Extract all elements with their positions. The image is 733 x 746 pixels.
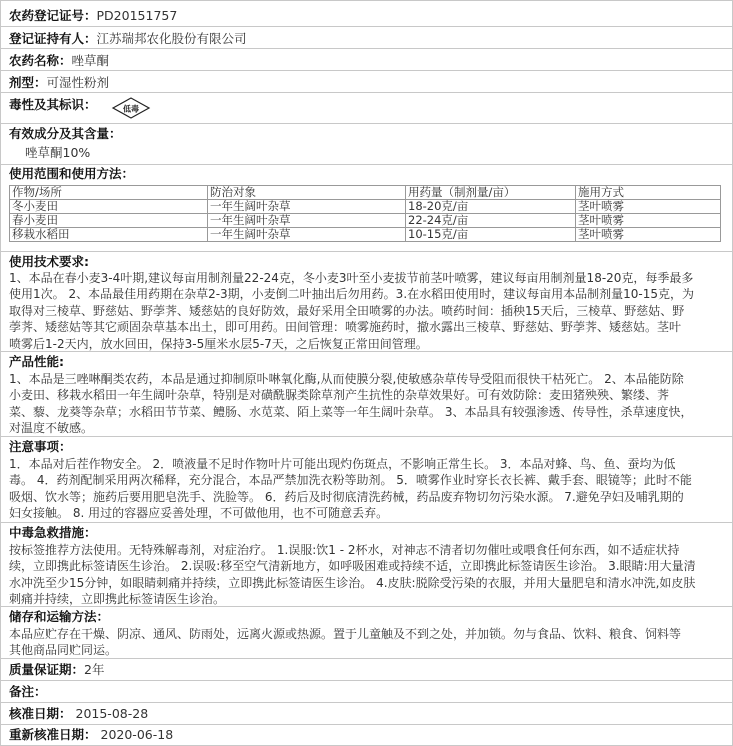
header-target: 防治对象: [208, 186, 406, 200]
usage-heading: [9, 166, 134, 182]
holder-value: 江苏瑞邦农化股份有限公司: [96, 31, 247, 46]
holder-label: 登记证持有人：: [9, 31, 97, 46]
cell-crop: 移栽水稻田: [10, 228, 208, 242]
name-value: 唑草酮: [71, 53, 110, 68]
paragraph-line: 本品应贮存在干燥、阴凉、通风、防雨处，远离火源或热源。置于儿童触及不到之处，并加锁。勿与食品、饮料、粮食、饲料等: [9, 627, 682, 641]
cell-dosage: 10-15克/亩: [406, 228, 576, 242]
cell-dosage: 22-24克/亩: [406, 214, 576, 228]
row-name: [1, 49, 732, 71]
cell-method: 茎叶喷雾: [576, 200, 721, 214]
approval-date-value: 2015-08-28: [75, 706, 149, 721]
header-crop: 作物/场所: [10, 186, 208, 200]
cell-crop: 春小麦田: [10, 214, 208, 228]
reg-no-field: [9, 8, 177, 24]
name-label: 农药名称：: [9, 53, 72, 68]
paragraph-line: 毒。 4．药剂配制采用两次稀释，充分混合，本品严禁加洗衣粉等助剂。 5．喷雾作业时穿长衣长裤、戴手套、眼镜等；此时不能: [9, 473, 692, 488]
storage-text: [9, 626, 729, 659]
toxicity-field: [9, 97, 97, 113]
paragraph-line: 取得对三棱草、野慈姑、野荸荠、矮慈姑的良好防效，最好采用全田喷雾的办法。喷药时间：插秧15天后，三棱草、野慈姑、野: [9, 303, 685, 318]
reapproval-date-value: 2020-06-18: [100, 727, 174, 742]
holder-field: [9, 31, 247, 47]
shelf-life-label: 质量保证期：: [9, 662, 85, 677]
paragraph-line: 按标签推荐方法使用。无特殊解毒剂，对症治疗。 1.误服:饮1 - 2杯水，对神志不清者切勿催吐或喂食任何东西，如不适症状持: [9, 543, 680, 557]
paragraph-line: 吸烟、饮水等；施药后要用肥皂洗手、洗脸等。 6．药后及时彻底清洗药械，药品废弃物切勿污染水源。 7.避免孕妇及哺乳期的: [9, 489, 684, 504]
storage-label: 储存和运输方法：: [9, 609, 110, 624]
paragraph-line: 喷雾后1-2天内，放水回田，保持3-5厘米水层5-7天，之后恢复正常田间管理。: [9, 336, 428, 351]
cell-target: 一年生阔叶杂草: [208, 228, 406, 242]
paragraph-line: 续，立即携此标签请医生诊治。 2.误吸:移至空气清新地方，如呼吸困难或持续不适，立即携此标签请医生诊治。 3.眼睛:用大量清: [9, 559, 696, 574]
remarks-field: [9, 684, 47, 700]
technique-text: [9, 270, 729, 352]
usage-label: 使用范围和使用方法：: [9, 166, 135, 181]
storage-heading: [9, 609, 109, 625]
paragraph-line: 菜、藜、龙葵等杂草；水稻田节节菜、鳢肠、水苋菜、陌上菜等一年生阔叶杂草。 3、本品具有较强渗透、传导性，杀草速度快，: [9, 404, 693, 419]
name-field: [9, 53, 109, 69]
table-row: [10, 214, 721, 228]
ingredient-value: 唑草酮10%: [25, 145, 91, 160]
first-aid-heading: [9, 525, 97, 541]
reapproval-date-field: [9, 727, 173, 743]
performance-label: 产品性能:: [9, 354, 64, 369]
ingredient-field: [25, 145, 90, 161]
form-field: [9, 75, 109, 91]
approval-date-field: [9, 706, 148, 722]
badge-text: 低毒: [123, 104, 139, 114]
toxicity-label: 毒性及其标识：: [9, 97, 97, 112]
paragraph-line: 妇女接触。 8. 用过的容器应妥善处理，不可做他用，也不可随意丢弃。: [9, 506, 389, 521]
paragraph-line: 荸荠、矮慈姑等其它顽固杂草基本出土，即可用药。田间管理：喷雾施药时，撤水露出三棱草、野慈姑、野荸荠、矮慈姑。茎叶: [9, 320, 682, 335]
cell-target: 一年生阔叶杂草: [208, 214, 406, 228]
precautions-text: [9, 456, 729, 522]
shelf-life-field: [9, 662, 104, 678]
header-dosage: 用药量（制剂量/亩）: [406, 186, 576, 200]
paragraph-line: 其他商品同贮同运。: [9, 643, 118, 658]
ingredient-heading: [9, 126, 122, 142]
performance-heading: [9, 354, 64, 370]
form-label: 剂型：: [9, 75, 47, 90]
paragraph-line: 水冲洗至少15分钟，如眼睛刺痛并持续，立即携此标签请医生诊治。 4.皮肤:脱除受污染的衣服，并用大量肥皂和清水冲洗,如皮肤: [9, 575, 696, 590]
paragraph-line: 1、本品在春小麦3-4叶期,建议每亩用制剂量22-24克，冬小麦3叶至小麦拔节前茎叶喷雾，建议每亩用制剂量18-20克，每季最多: [9, 271, 694, 285]
cell-crop: 冬小麦田: [10, 200, 208, 214]
technique-heading: [9, 254, 89, 270]
table-row: [10, 200, 721, 214]
reg-no-value: PD20151757: [96, 8, 178, 23]
remarks-label: 备注：: [9, 684, 47, 699]
cell-method: 茎叶喷雾: [576, 214, 721, 228]
usage-table: [9, 185, 721, 242]
low-toxicity-badge-icon: [111, 96, 151, 120]
row-shelf-life: [1, 659, 732, 681]
precautions-heading: [9, 439, 72, 455]
approval-date-label: 核准日期：: [9, 706, 72, 721]
reg-no-label: 农药登记证号：: [9, 8, 97, 23]
technique-label: 使用技术要求:: [9, 254, 89, 269]
header-method: 施用方式: [576, 186, 721, 200]
paragraph-line: 小麦田、移栽水稻田一年生阔叶杂草，特别是对磺酰脲类除草剂产生抗性的杂草效果好。可有效防除：麦田猪殃殃、繁缕、荠: [9, 388, 670, 403]
paragraph-line: 刺痛并持续，立即携此标签请医生诊治。: [9, 592, 226, 607]
shelf-life-value: 2年: [84, 662, 105, 677]
cell-target: 一年生阔叶杂草: [208, 200, 406, 214]
reapproval-date-label: 重新核准日期：: [9, 727, 97, 742]
table-row: [10, 228, 721, 242]
cell-method: 茎叶喷雾: [576, 228, 721, 242]
cell-dosage: 18-20克/亩: [406, 200, 576, 214]
table-header-row: [10, 186, 721, 200]
paragraph-line: 1．本品对后茬作物安全。 2．喷液量不足时作物叶片可能出现灼伤斑点，不影响正常生长。 3．本品对蜂、鸟、鱼、蚕均为低: [9, 457, 676, 471]
paragraph-line: 对温度不敏感。: [9, 421, 94, 436]
row-remarks: [1, 681, 732, 703]
ingredient-label: 有效成分及其含量：: [9, 126, 122, 141]
paragraph-line: 使用1次。 2、本品最佳用药期在杂草2-3期，小麦倒二叶抽出后勿用药。3.在水稻田使用时，建议每亩用本品制剂量10-15克，为: [9, 287, 695, 302]
first-aid-label: 中毒急救措施：: [9, 525, 97, 540]
row-form: [1, 71, 732, 93]
precautions-label: 注意事项：: [9, 439, 72, 454]
paragraph-line: 1、本品是三唑啉酮类农药，本品是通过抑制原卟啉氧化酶,从而使膜分裂,使敏感杂草传导受阻而很快干枯死亡。 2、本品能防除: [9, 372, 684, 386]
form-value: 可湿性粉剂: [46, 75, 110, 90]
first-aid-text: [9, 542, 729, 608]
performance-text: [9, 371, 729, 437]
